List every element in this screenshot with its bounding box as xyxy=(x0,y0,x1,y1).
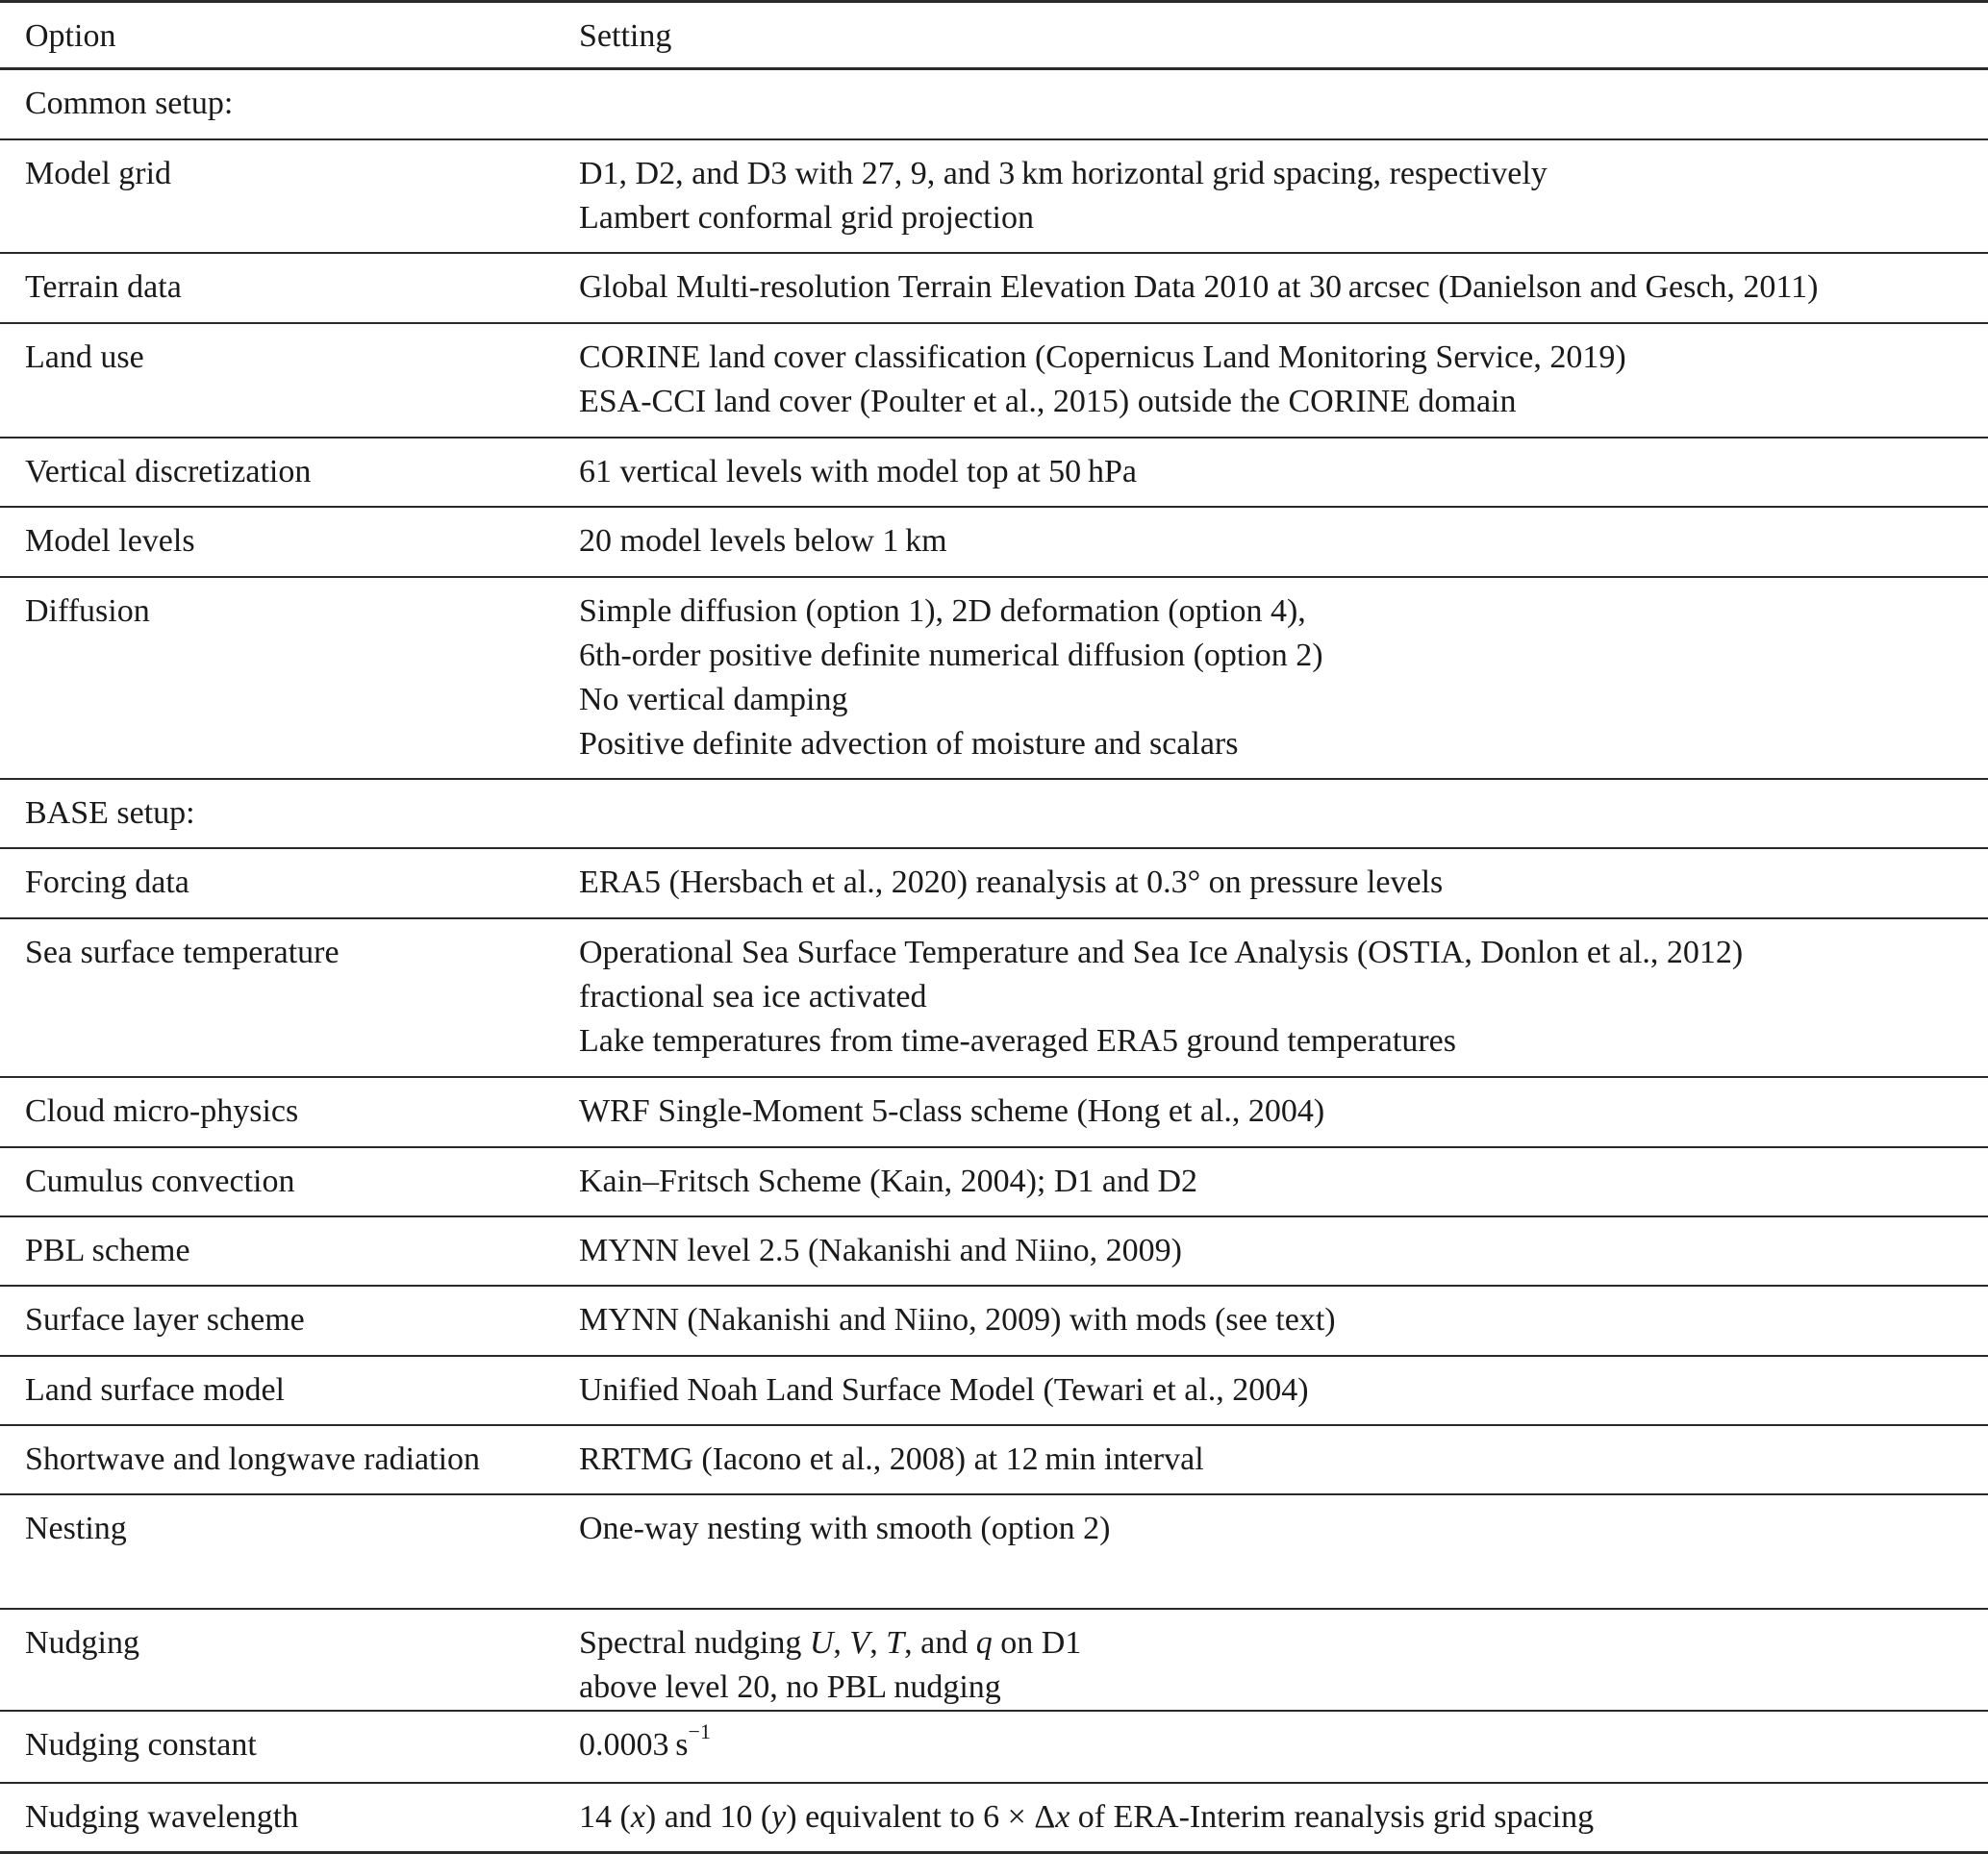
setting-cell xyxy=(579,1609,1988,1711)
setting-line: 61 vertical levels with model top at 50 hPa xyxy=(579,453,1137,489)
option-cell xyxy=(0,1494,579,1609)
option-cell xyxy=(0,1425,579,1494)
option-cell xyxy=(0,1356,579,1425)
setting-cell xyxy=(579,1216,1988,1286)
table-row xyxy=(0,1494,1988,1609)
setting-cell xyxy=(579,848,1988,918)
setting-cell xyxy=(579,507,1988,577)
setting-line: One-way nesting with smooth (option 2) xyxy=(579,1510,1111,1546)
option-label: Nudging xyxy=(25,1624,139,1661)
option-cell xyxy=(0,779,579,848)
option-cell xyxy=(0,577,579,779)
setting-line: Lambert conformal grid projection xyxy=(579,199,1034,236)
setting-line: above level 20, no PBL nudging xyxy=(579,1668,1001,1705)
table-row xyxy=(0,1286,1988,1356)
table-row xyxy=(0,323,1988,438)
setting-line: 14 (x) and 10 (y) equivalent to 6 × Δx of ERA-Interim reanalysis grid spacing xyxy=(579,1798,1595,1835)
setting-line: MYNN (Nakanishi and Niino, 2009) with mods (see text) xyxy=(579,1301,1336,1338)
option-cell xyxy=(0,848,579,918)
setting-cell xyxy=(579,139,1988,253)
table-row xyxy=(0,139,1988,253)
setting-line: 20 model levels below 1 km xyxy=(579,522,947,559)
option-cell xyxy=(0,438,579,507)
setting-line: Spectral nudging U, V, T, and q on D1 xyxy=(579,1624,1082,1661)
option-cell xyxy=(0,507,579,577)
option-label: Sea surface temperature xyxy=(25,934,340,970)
setting-line: Positive definite advection of moisture and scalars xyxy=(579,725,1239,762)
table-row xyxy=(0,1216,1988,1286)
setting-line: Lake temperatures from time-averaged ERA5 ground temperatures xyxy=(579,1022,1456,1059)
option-cell xyxy=(0,1147,579,1216)
table-row xyxy=(0,507,1988,577)
setting-cell xyxy=(579,69,1988,139)
option-label: Shortwave and longwave radiation xyxy=(25,1441,481,1477)
table-header-row xyxy=(0,2,1988,69)
option-cell xyxy=(0,1286,579,1356)
option-label: Land surface model xyxy=(25,1371,285,1408)
table-row xyxy=(0,1356,1988,1425)
setting-cell xyxy=(579,1425,1988,1494)
setting-line: Global Multi-resolution Terrain Elevation Data 2010 at 30 arcsec (Danielson and Gesch, 2011) xyxy=(579,268,1819,305)
setting-cell xyxy=(579,438,1988,507)
setting-line: MYNN level 2.5 (Nakanishi and Niino, 2009) xyxy=(579,1232,1183,1268)
table-row xyxy=(0,1077,1988,1147)
option-cell xyxy=(0,69,579,139)
setting-line: fractional sea ice activated xyxy=(579,978,927,1015)
option-label: Forcing data xyxy=(25,864,189,900)
setting-cell xyxy=(579,1077,1988,1147)
section-header-row xyxy=(0,69,1988,139)
setting-cell xyxy=(579,1286,1988,1356)
option-label: Vertical discretization xyxy=(25,453,312,489)
setting-cell xyxy=(579,918,1988,1077)
option-label: Cumulus convection xyxy=(25,1163,295,1199)
setting-line: WRF Single-Moment 5-class scheme (Hong et al., 2004) xyxy=(579,1092,1325,1129)
option-label: Cloud micro-physics xyxy=(25,1092,299,1129)
setting-cell xyxy=(579,323,1988,438)
table-row xyxy=(0,253,1988,323)
option-label: Model levels xyxy=(25,522,195,559)
option-label: PBL scheme xyxy=(25,1232,190,1268)
table-row xyxy=(0,1425,1988,1494)
setting-line: RRTMG (Iacono et al., 2008) at 12 min interval xyxy=(579,1441,1204,1477)
section-label: Common setup: xyxy=(25,86,234,121)
option-label: Nudging wavelength xyxy=(25,1798,299,1835)
option-cell xyxy=(0,1609,579,1711)
option-cell xyxy=(0,1077,579,1147)
setting-line: Operational Sea Surface Temperature and Sea Ice Analysis (OSTIA, Donlon et al., 2012) xyxy=(579,934,1744,970)
header-setting xyxy=(579,2,1988,69)
option-label: Nudging constant xyxy=(25,1726,257,1763)
option-cell xyxy=(0,1216,579,1286)
table-row xyxy=(0,577,1988,779)
setting-cell xyxy=(579,1147,1988,1216)
option-cell xyxy=(0,918,579,1077)
option-label: Surface layer scheme xyxy=(25,1301,305,1338)
table-row xyxy=(0,848,1988,918)
section-header-row xyxy=(0,779,1988,848)
setting-cell xyxy=(579,1783,1988,1853)
option-cell xyxy=(0,1711,579,1783)
option-cell xyxy=(0,323,579,438)
option-label: Terrain data xyxy=(25,268,182,305)
setting-line: Kain–Fritsch Scheme (Kain, 2004); D1 and D2 xyxy=(579,1163,1198,1199)
setting-cell xyxy=(579,1494,1988,1609)
setting-line: ERA5 (Hersbach et al., 2020) reanalysis at 0.3° on pressure levels xyxy=(579,864,1444,900)
setting-cell xyxy=(579,779,1988,848)
option-label: Model grid xyxy=(25,155,172,191)
table-row xyxy=(0,1711,1988,1783)
option-label: Nesting xyxy=(25,1510,127,1546)
table-row xyxy=(0,918,1988,1077)
setting-cell xyxy=(579,1711,1988,1783)
setting-line: CORINE land cover classification (Copernicus Land Monitoring Service, 2019) xyxy=(579,338,1626,375)
setting-line: ESA-CCI land cover (Poulter et al., 2015) outside the CORINE domain xyxy=(579,383,1517,419)
setting-line: Simple diffusion (option 1), 2D deformation (option 4), xyxy=(579,592,1306,629)
setting-cell xyxy=(579,577,1988,779)
header-option-label: Option xyxy=(25,18,116,54)
table-row xyxy=(0,1147,1988,1216)
table-row xyxy=(0,1609,1988,1711)
setting-line: 0.0003 $s^{-1}$ xyxy=(579,1719,711,1763)
option-cell xyxy=(0,139,579,253)
setting-line: Unified Noah Land Surface Model (Tewari et al., 2004) xyxy=(579,1371,1309,1408)
section-label: BASE setup: xyxy=(25,794,195,831)
setting-line: 6th-order positive definite numerical diffusion (option 2) xyxy=(579,637,1323,673)
option-label: Land use xyxy=(25,338,144,375)
setting-line: No vertical damping xyxy=(579,681,848,717)
option-cell xyxy=(0,253,579,323)
option-label: Diffusion xyxy=(25,592,150,629)
setting-cell xyxy=(579,1356,1988,1425)
option-cell xyxy=(0,1783,579,1853)
setting-cell xyxy=(579,253,1988,323)
setting-line: D1, D2, and D3 with 27, 9, and 3 km horizontal grid spacing, respectively xyxy=(579,155,1548,191)
header-option xyxy=(0,2,579,69)
table-row xyxy=(0,1783,1988,1853)
table-row xyxy=(0,438,1988,507)
header-setting-label: Setting xyxy=(579,18,672,54)
